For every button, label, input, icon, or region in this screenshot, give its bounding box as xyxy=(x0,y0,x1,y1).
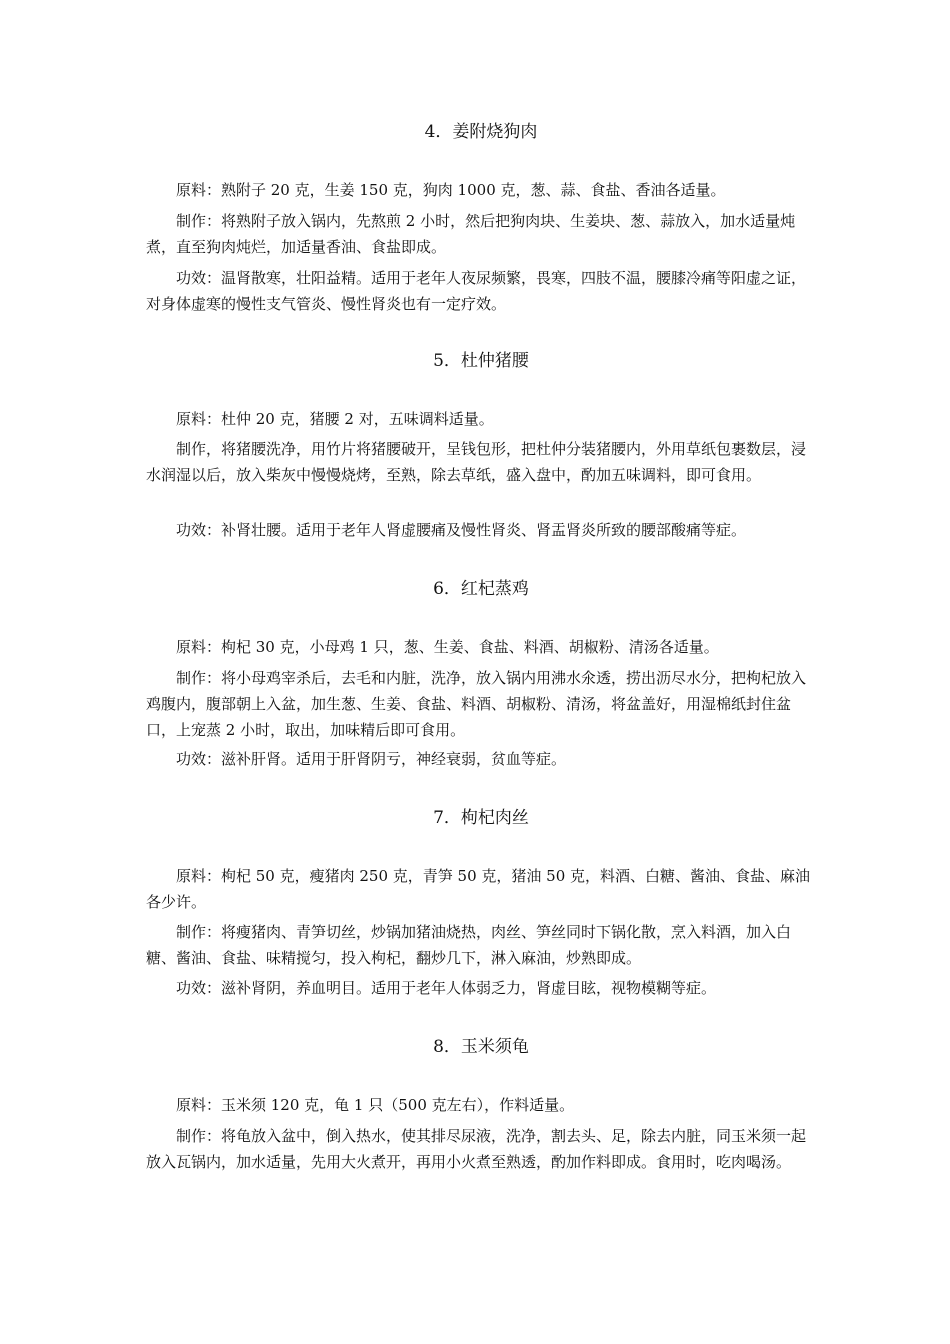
recipe-method: 制作，将猪腰洗净，用竹片将猪腰破开，呈钱包形，把杜仲分装猪腰内，外用草纸包裹数层，浸水润湿以后，放入柴灰中慢慢烧烤，至熟，除去草纸，盛入盘中，酌加五味调料，即可食用。 xyxy=(146,440,807,484)
recipe-method: 制作：将小母鸡宰杀后，去毛和内脏，洗净，放入锅内用沸水氽透，捞出沥尽水分，把枸杞放入鸡腹内，腹部朝上入盆，加生葱、生姜、食盐、料酒、胡椒粉、清汤，将盆盖好，用湿棉纸封住盆口，上宠蒸 2 小时，取出，加味精后即可食用。 xyxy=(146,669,807,739)
recipe-method: 制作：将瘦猪肉、青笋切丝，炒锅加猪油烧热，肉丝、笋丝同时下锅化散，烹入料酒，加入白糖、酱油、食盐、味精搅匀，投入枸杞，翻炒几下，淋入麻油，炒熟即成。 xyxy=(146,923,792,967)
recipe-method: 制作：将龟放入盆中，倒入热水，使其排尽尿液，洗净，割去头、足，除去内脏，同玉米须一起放入瓦锅内，加水适量，先用大火煮开，再用小火煮至熟透，酌加作料即成。食用时，吃肉喝汤。 xyxy=(146,1127,807,1171)
recipe-effect: 功效：滋补肝肾。适用于肝肾阴亏，神经衰弱，贫血等症。 xyxy=(176,750,567,768)
recipe-title: 4．姜附烧狗肉 xyxy=(424,122,538,142)
recipe-title: 7．枸杞肉丝 xyxy=(433,808,529,828)
recipe-ingredients: 原料：杜仲 20 克，猪腰 2 对，五味调料适量。 xyxy=(176,410,494,428)
recipe-effect: 功效：滋补肾阴，养血明目。适用于老年人体弱乏力，肾虚目眩，视物模糊等症。 xyxy=(176,979,717,997)
recipe-title: 5．杜仲猪腰 xyxy=(433,351,529,371)
recipe-effect: 功效：温肾散寒，壮阳益精。适用于老年人夜尿频繁，畏寒，四肢不温，腰膝冷痛等阳虚之证，对身体虚寒的慢性支气管炎、慢性肾炎也有一定疗效。 xyxy=(146,269,807,313)
recipe-title: 8．玉米须龟 xyxy=(433,1037,529,1057)
recipe-title: 6．红杞蒸鸡 xyxy=(433,579,529,599)
recipe-ingredients: 原料：玉米须 120 克，龟 1 只（500 克左右），作料适量。 xyxy=(176,1096,575,1114)
recipe-effect: 功效：补肾壮腰。适用于老年人肾虚腰痛及慢性肾炎、肾盂肾炎所致的腰部酸痛等症。 xyxy=(176,521,747,539)
recipe-method: 制作：将熟附子放入锅内，先熬煎 2 小时，然后把狗肉块、生姜块、葱、蒜放入，加水适量炖煮，直至狗肉炖烂，加适量香油、食盐即成。 xyxy=(146,212,796,256)
recipe-ingredients: 原料：熟附子 20 克，生姜 150 克，狗肉 1000 克，葱、蒜、食盐、香油各适量。 xyxy=(176,181,726,199)
recipe-ingredients: 原料：枸杞 30 克，小母鸡 1 只，葱、生姜、食盐、料酒、胡椒粉、清汤各适量。 xyxy=(176,638,719,656)
recipe-ingredients: 原料：枸杞 50 克，瘦猪肉 250 克，青笋 50 克，猪油 50 克，料酒、白糖、酱油、食盐、麻油各少许。 xyxy=(146,867,811,911)
